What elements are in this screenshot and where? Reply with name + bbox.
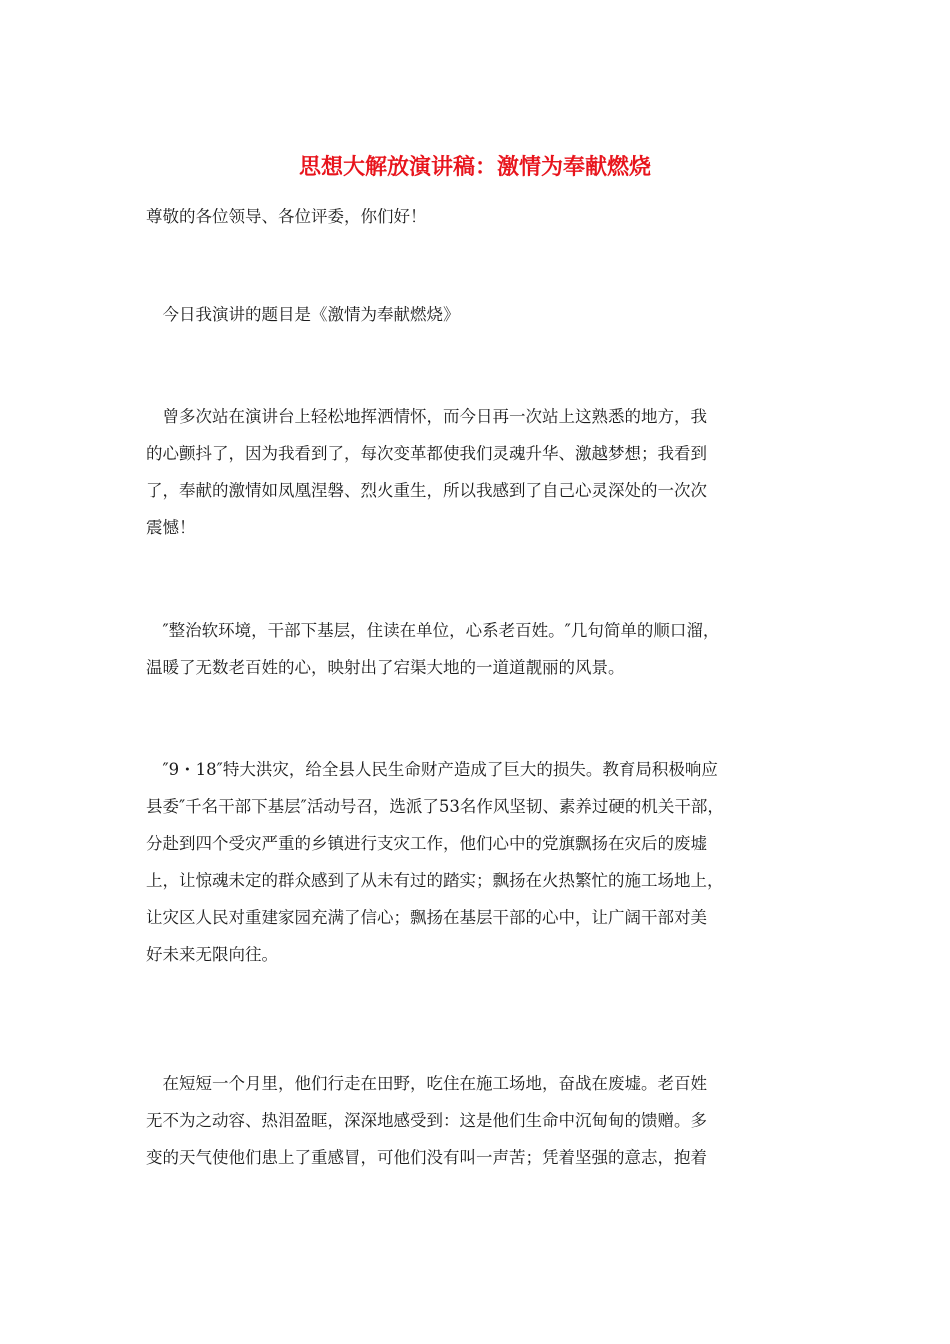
text-line: ″整治软环境，干部下基层，住读在单位，心系老百姓。″几句简单的顺口溜， [146, 621, 720, 640]
paragraph-intro [146, 398, 810, 546]
text-line: 的心颤抖了，因为我看到了，每次变革都使我们灵魂升华、激越梦想；我看到 [146, 444, 707, 463]
paragraph-topic [146, 296, 810, 333]
text-line: 好未来无限向往。 [146, 945, 278, 964]
text-line: ″9・18″特大洪灾，给全县人民生命财产造成了巨大的损失。教育局积极响应 [146, 760, 718, 779]
text-line: 变的天气使他们患上了重感冒，可他们没有叫一声苦；凭着坚强的意志，抱着 [146, 1148, 707, 1167]
text-line: 曾多次站在演讲台上轻松地挥洒情怀，而今日再一次站上这熟悉的地方，我 [146, 407, 707, 426]
text-line: 了，奉献的激情如凤凰涅磐、烈火重生，所以我感到了自己心灵深处的一次次 [146, 481, 707, 500]
text-line: 温暖了无数老百姓的心，映射出了宕渠大地的一道道靓丽的风景。 [146, 658, 625, 677]
text-line: 无不为之动容、热泪盈眶，深深地感受到：这是他们生命中沉甸甸的馈赠。多 [146, 1111, 707, 1130]
text-line: 震憾！ [146, 518, 196, 537]
text-line: 今日我演讲的题目是《激情为奉献燃烧》 [146, 305, 460, 324]
text-line: 让灾区人民对重建家园充满了信心；飘扬在基层干部的心中，让广阔干部对美 [146, 908, 707, 927]
paragraph-flood [146, 751, 810, 973]
paragraph-greeting [146, 198, 810, 235]
text-line: 县委″千名干部下基层″活动号召，选派了53名作风坚韧、素养过硬的机关干部， [146, 797, 724, 816]
text-line: 在短短一个月里，他们行走在田野，吃住在施工场地，奋战在废墟。老百姓 [146, 1074, 707, 1093]
text-line: 尊敬的各位领导、各位评委，你们好！ [146, 207, 427, 226]
text-line: 上，让惊魂未定的群众感到了从未有过的踏实；飘扬在火热繁忙的施工场地上， [146, 871, 724, 890]
document-title: 思想大解放演讲稿：激情为奉献燃烧 [298, 155, 651, 180]
text-line: 分赴到四个受灾严重的乡镇进行支灾工作，他们心中的党旗飘扬在灾后的废墟 [146, 834, 707, 853]
paragraph-month [146, 1065, 810, 1176]
paragraph-slogan [146, 612, 810, 686]
